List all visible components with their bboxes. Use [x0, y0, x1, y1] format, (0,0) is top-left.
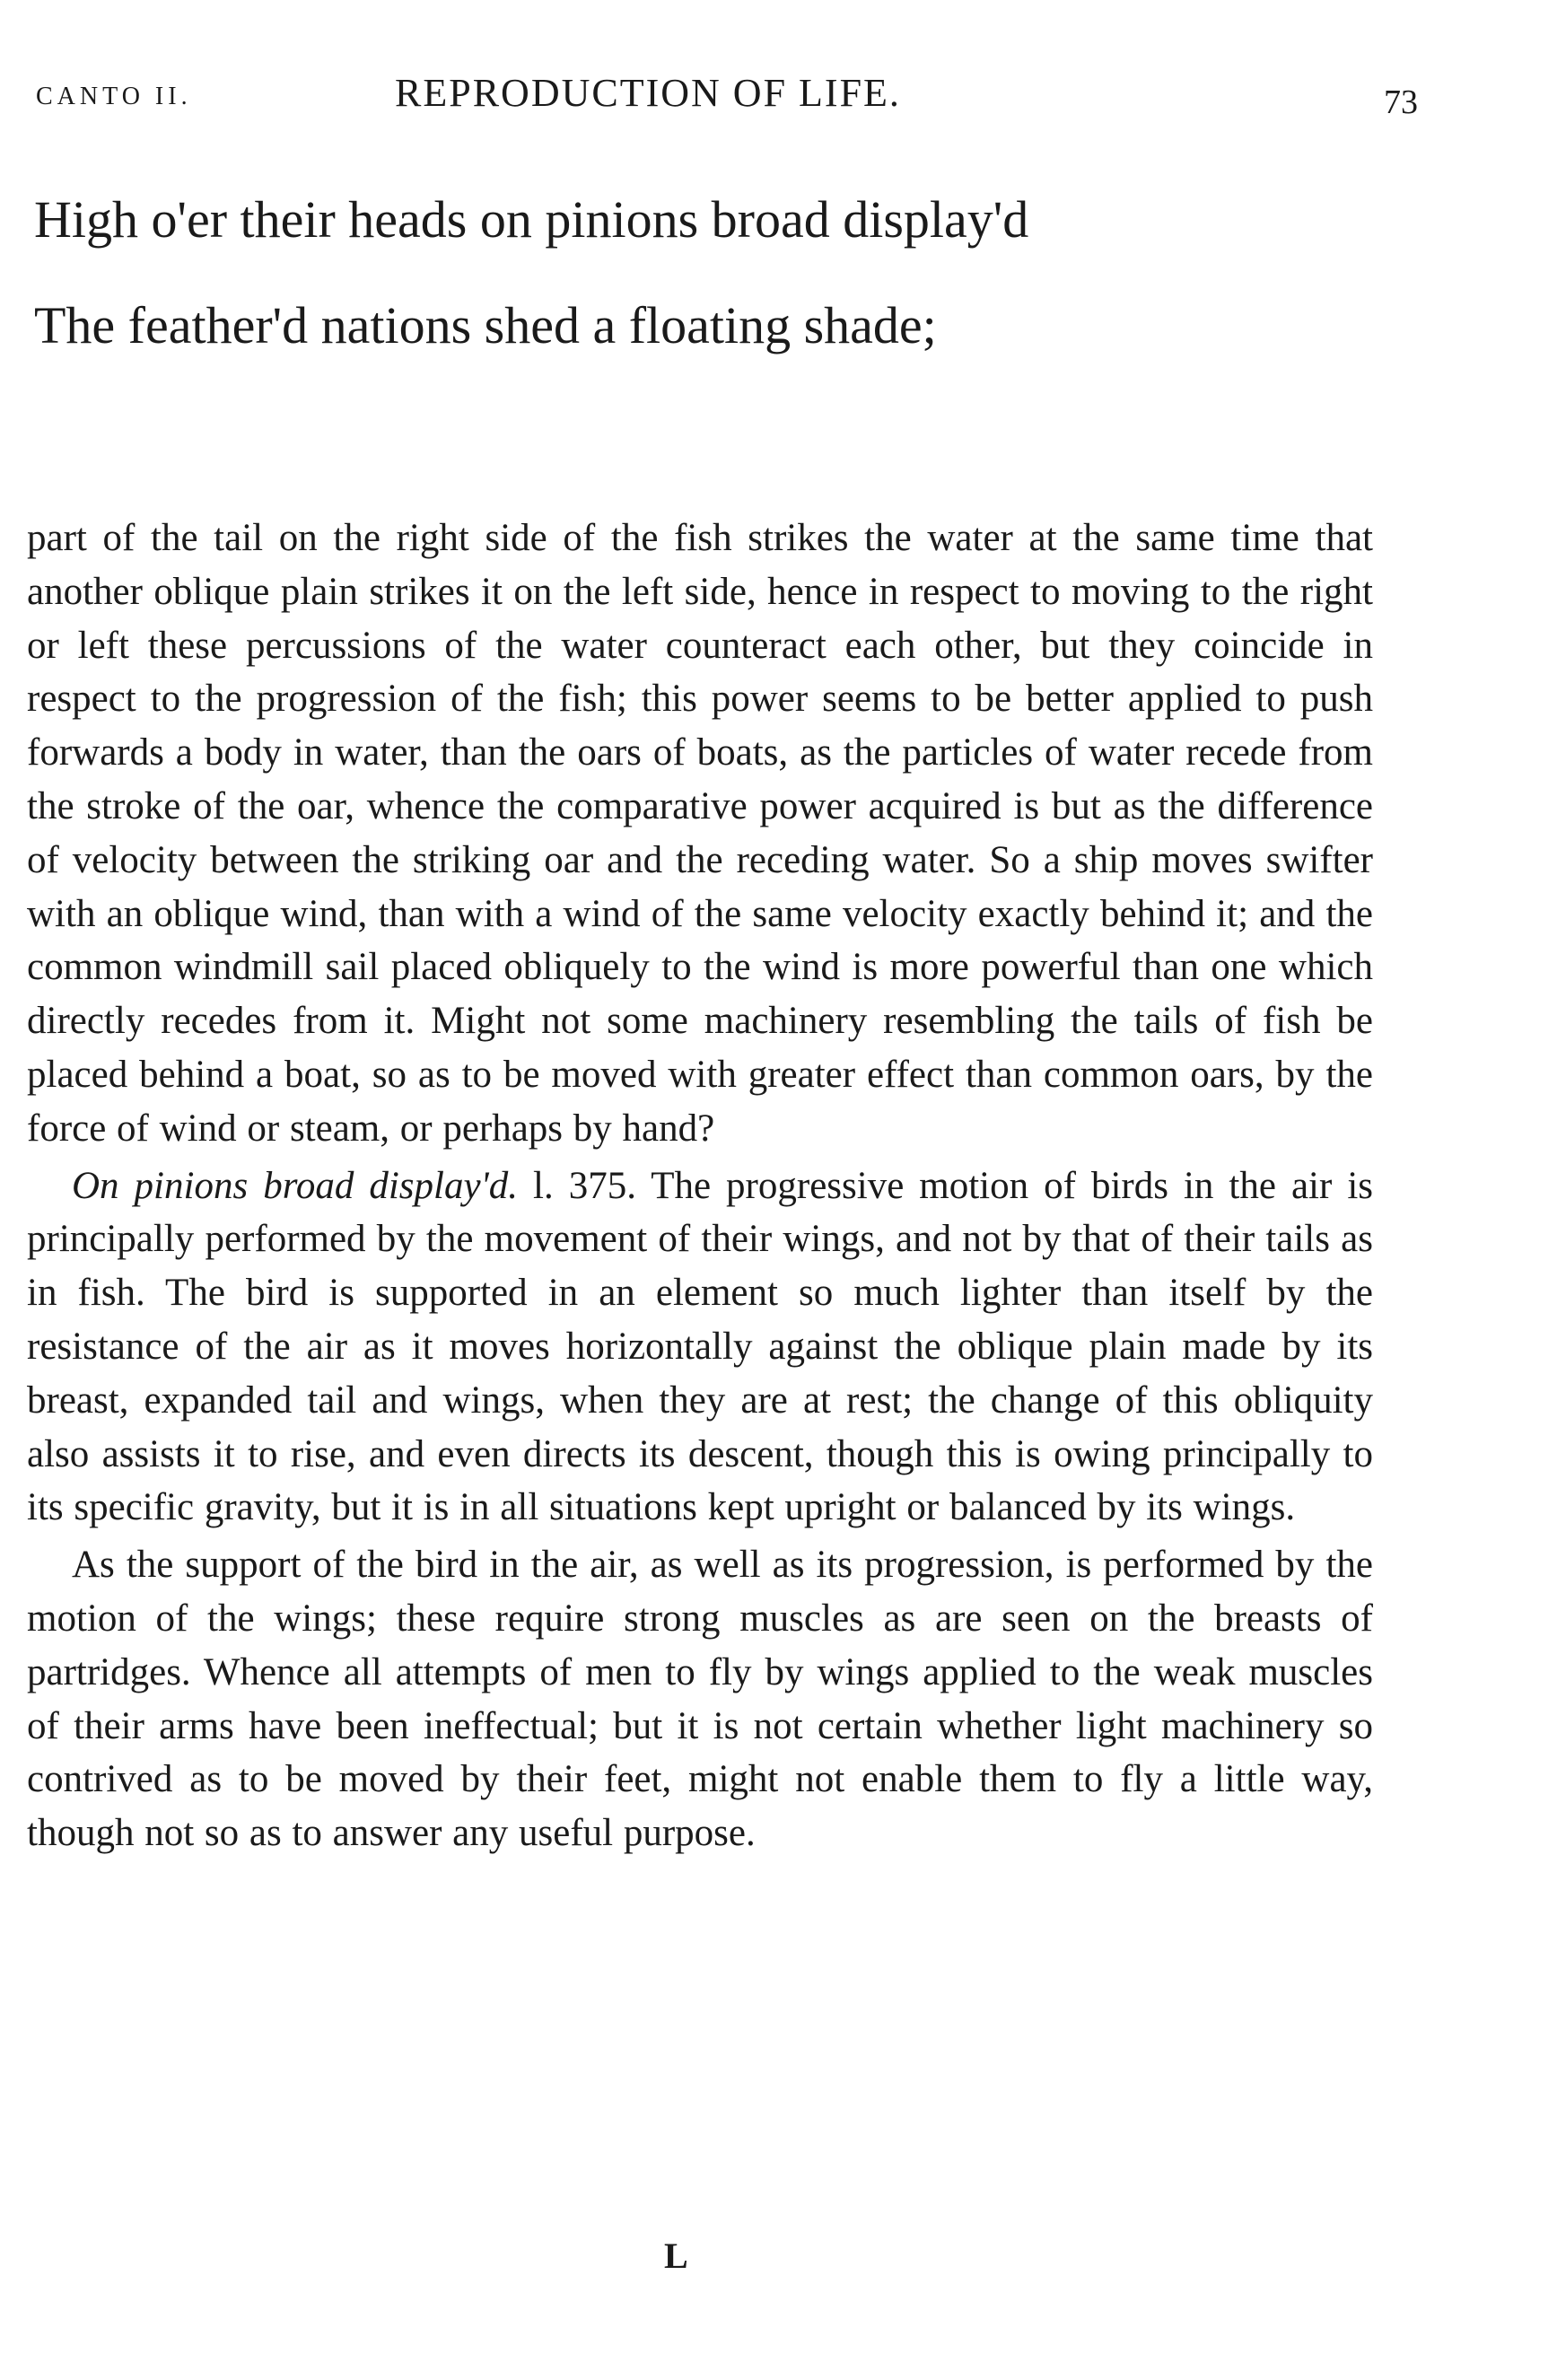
line-reference: l. 375. — [533, 1164, 636, 1207]
note-paragraph: As the support of the bird in the air, as well as its progression, is performed by the motion of the wings; these require strong muscles as are seen on the breasts of partridges. Whence all attempts of men to fly by wings applied to the weak muscles of their arms have been ineffectual; but it is not certain whether light machinery so contrived as to be moved by their feet, might not enable them to fly a little way, though not so as to answer any useful purpose. — [27, 1544, 1373, 1855]
note-paragraph: part of the tail on the right side of the fish strikes the water at the same time that another oblique plain strikes it on the left side, hence in respect to moving to the right or left these percussions of the water counteract each other, but they coincide in respect to the progression of the fish; this power seems to be better applied to push forwards a body in water, than the oars of boats, as the particles of water recede from the stroke of the oar, whence the comparative power acquired is but as the difference of velocity between the striking oar and the receding water. So a ship moves swifter with an oblique wind, than with a wind of the same velocity exactly behind it; and the common windmill sail placed obliquely to the wind is more powerful than one which directly recedes from it. Might not some machinery resembling the tails of fish be placed behind a boat, so as to be moved with greater effect than common oars, by the force of wind or steam, or perhaps by hand? — [27, 517, 1373, 1150]
note-reference: On pinions broad display'd. — [72, 1164, 518, 1207]
verse-line: The feather'd nations shed a floating shade; — [34, 296, 937, 354]
verse-line: High o'er their heads on pinions broad display'd — [34, 190, 1029, 249]
note-paragraph — [27, 1159, 1373, 1536]
note-body: The progressive motion of birds in the air is principally performed by the movement of their wings, and not by that of their tails as in fish. The bird is supported in an element so much lighter than itself by the resistance of the air as it moves horizontally against the oblique plain made by its breast, expanded tail and wings, when they are at rest; the change of this obliquity also assists it to rise, and even directs its descent, though this is owing principally to its specific gravity, but it is in all situations kept upright or balanced by its wings. — [27, 1164, 1373, 1529]
running-header — [36, 70, 1418, 124]
footnotes — [27, 512, 1373, 1860]
page-number: 73 — [1384, 83, 1418, 121]
canto-label: CANTO II. — [36, 83, 192, 110]
verse-block — [34, 167, 1434, 379]
running-title: REPRODUCTION OF LIFE. — [395, 71, 901, 115]
signature-mark: L — [664, 2236, 688, 2276]
